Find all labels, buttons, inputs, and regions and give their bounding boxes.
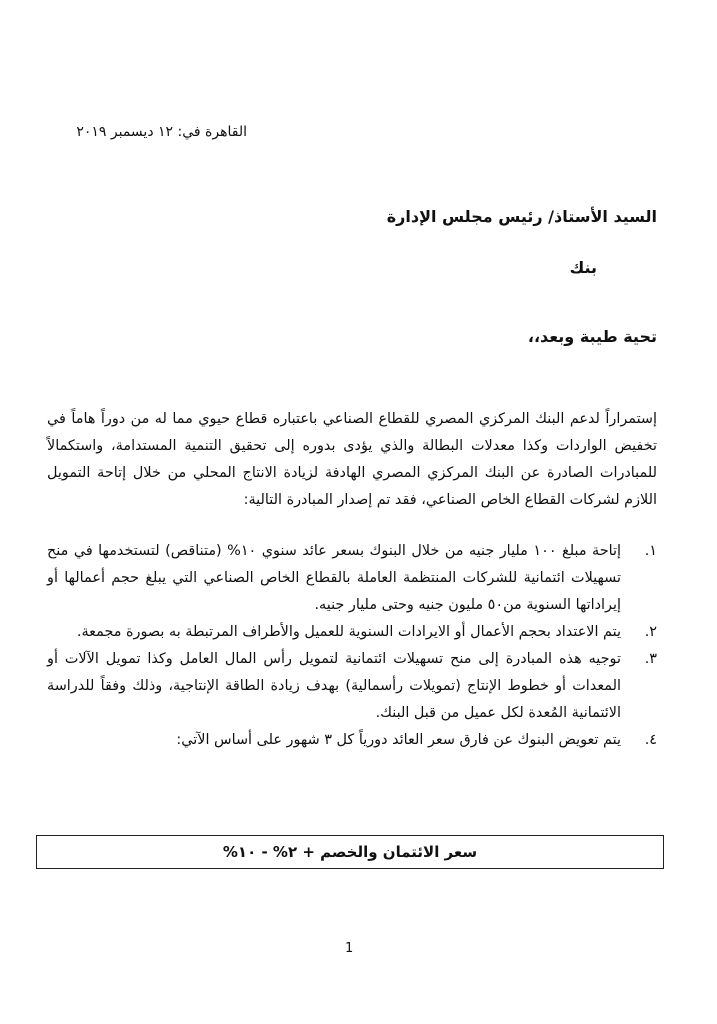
initiative-list xyxy=(47,538,657,754)
list-item-number: ٤. xyxy=(644,732,657,748)
list-item xyxy=(47,727,657,754)
list-item-number: ٢. xyxy=(644,624,657,640)
greeting: تحية طيبة وبعد،، xyxy=(527,327,657,346)
list-item-number: ٣. xyxy=(644,651,657,667)
intro-paragraph: إستمراراً لدعم البنك المركزي المصري للقطاع الصناعي باعتباره قطاع حيوي مما له من دوراً هاماً في تخفيض الواردات وكذا معدلات البطالة والذي يؤدى بدوره إلى تحقيق التنمية المستدامة، واستكمالاً للمبادرات الصادرة عن البنك المركزي المصري الهادفة لزيادة الانتاج المحلي من خلال إتاحة التمويل اللازم لشركات القطاع الخاص الصناعي، فقد تم إصدار المبادرة التالية: xyxy=(47,411,657,509)
rate-formula-box xyxy=(36,835,664,869)
list-item-text: توجيه هذه المبادرة إلى منح تسهيلات ائتمانية لتمويل رأس المال العامل وكذا تمويل الآلات أو المعدات أو خطوط الإنتاج (تمويلات رأسمالية) بهدف زيادة الطاقة الإنتاجية، وذلك وفقاً للدراسة الائتمانية المُعدة لكل عميل من قبل البنك. xyxy=(47,651,621,721)
rate-formula: سعر الائتمان والخصم + ٢% - ١٠% xyxy=(222,843,478,861)
list-item xyxy=(47,646,657,727)
letter-date: القاهرة في: ١٢ ديسمبر ٢٠١٩ xyxy=(76,124,247,140)
list-item-number: ١. xyxy=(644,543,657,559)
page-number: 1 xyxy=(345,941,354,956)
bank-label: بنك xyxy=(569,258,597,277)
list-item-text: يتم الاعتداد بحجم الأعمال أو الايرادات السنوية للعميل والأطراف المرتبطة به بصورة مجمعة. xyxy=(76,624,621,640)
list-item-text: يتم تعويض البنوك عن فارق سعر العائد دورياً كل ٣ شهور على أساس الآتي: xyxy=(176,732,621,748)
recipient-title: السيد الأستاذ/ رئيس مجلس الإدارة xyxy=(386,207,657,226)
list-item-text: إتاحة مبلغ ١٠٠ مليار جنيه من خلال البنوك بسعر عائد سنوي ١٠% (متناقص) لتستخدمها في منح تسهيلات ائتمانية للشركات المنتظمة العاملة بالقطاع الخاص الصناعي التي يبلغ حجم أعمالها أو إيراداتها السنوية من٥٠ مليون جنيه وحتى مليار جنيه. xyxy=(47,543,622,613)
list-item xyxy=(47,619,657,646)
list-item xyxy=(47,538,657,619)
